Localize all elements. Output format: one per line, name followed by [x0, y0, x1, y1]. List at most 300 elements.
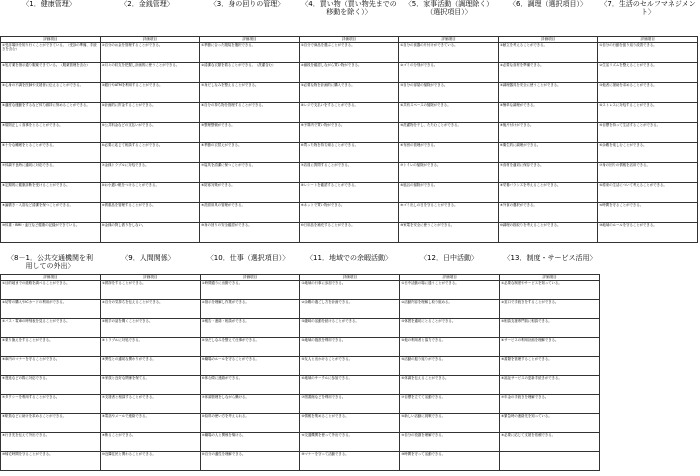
evaluation-item-text: ⑤公共料金などの支払いができる。: [101, 123, 156, 127]
evaluation-item-text: ⑧給料の使い方を考えられる。: [201, 414, 249, 418]
evaluation-item-text: ⑧駅員などに助けを求めることができる。: [2, 414, 67, 418]
table-row: [1, 300, 600, 319]
evaluation-item: [1, 63, 101, 83]
evaluation-item: [300, 357, 400, 376]
evaluation-item-text: ⑩時間を守って活動できる。: [401, 452, 446, 456]
evaluation-item: [200, 300, 300, 319]
evaluation-item-text: ②切符の購入やICカードの利用ができる。: [2, 300, 67, 304]
evaluation-item-text: ③心身の不調を医師や支援者に伝えることができる。: [2, 83, 84, 87]
section-title-shopping: 〈4．買い物（買い物先までの移動を除く）〉: [301, 0, 397, 16]
evaluation-item: [100, 103, 200, 123]
table-row: [1, 83, 698, 103]
evaluation-item: [399, 103, 499, 123]
evaluation-item: [100, 183, 200, 203]
column-header: 評価項目: [498, 37, 598, 43]
evaluation-item-text: ⑨ゴミ出しの日を守ることができる。: [400, 203, 458, 207]
evaluation-item: [200, 357, 300, 376]
evaluation-item: [200, 143, 300, 163]
evaluation-item-text: ⑤書類を管理することができる。: [501, 357, 552, 361]
evaluation-item-text: ⑧レシートを確認することができる。: [300, 183, 358, 187]
evaluation-item: [299, 183, 399, 203]
evaluation-item-text: ⑩マナーを守って活動できる。: [301, 452, 349, 456]
evaluation-item-text: ⑤職場のルールを守ることができる。: [201, 357, 259, 361]
evaluation-item: [100, 281, 200, 300]
evaluation-item: [200, 203, 300, 223]
table-row: [1, 163, 698, 183]
table-row: [1, 395, 600, 414]
column-header: 評価項目: [500, 275, 600, 281]
evaluation-item-text: ⑥地域のサークルに参加できる。: [301, 376, 352, 380]
evaluation-item-text: ②清潔な衣類を着ることができる。（洗濯含む）: [201, 63, 276, 67]
table-row: [1, 103, 698, 123]
section-title-daytime: 〈12．日中活動〉: [420, 254, 478, 262]
evaluation-item-text: ⑥布団の管理ができる。: [400, 143, 438, 147]
column-header: 評価項目: [100, 275, 200, 281]
evaluation-item-text: ①必要な制度やサービスを知っている。: [501, 281, 562, 285]
evaluation-item-text: ⑩自分の適性を理解できる。: [201, 452, 246, 456]
evaluation-item-text: ⑨貴重品を管理することができる。: [101, 203, 156, 207]
section-title-transport: 〈8－1．公共交通機関を利用しての外出〉: [7, 254, 93, 270]
evaluation-item-text: ③必要な物を計画的に購入できる。: [300, 83, 355, 87]
section-title-health: 〈1．健康管理〉: [22, 0, 76, 8]
evaluation-item: [300, 376, 400, 395]
evaluation-item: [1, 203, 101, 223]
evaluation-item-text: ③バス・電車の時刻表を見ることができる。: [2, 319, 70, 323]
evaluation-item-text: ③自分の部屋の掃除ができる。: [400, 83, 448, 87]
evaluation-item-text: ②自分の気持ちを伝えることができる。: [101, 300, 163, 304]
evaluation-item-text: ④自分の持ち物を管理することができる。: [201, 103, 266, 107]
evaluation-item: [300, 452, 400, 471]
evaluation-item: [1, 338, 101, 357]
evaluation-item: [1, 223, 101, 243]
table-row: [1, 433, 600, 452]
evaluation-item-text: ⑥余暇を楽しむことができる。: [599, 143, 647, 147]
evaluation-item: [100, 300, 200, 319]
evaluation-item: [500, 281, 600, 300]
evaluation-item: [100, 223, 200, 243]
evaluation-item-text: ②ゴミの分別ができる。: [400, 63, 438, 67]
column-header: 評価項目: [1, 275, 101, 281]
evaluation-item-text: ①献立を考えることができる。: [499, 43, 547, 47]
evaluation-item-text: ⑨時間を守ることができる。: [599, 203, 644, 207]
evaluation-item: [500, 395, 600, 414]
evaluation-item-text: ⑥体調を伝えることができる。: [401, 376, 449, 380]
evaluation-item: [299, 63, 399, 83]
evaluation-item-text: ⑩調理の段取りを考えることができる。: [499, 223, 561, 227]
evaluation-item: [500, 338, 600, 357]
evaluation-item: [400, 414, 500, 433]
evaluation-item: [200, 338, 300, 357]
evaluation-item: [400, 357, 500, 376]
evaluation-item-text: ③報告・連絡・相談ができる。: [201, 319, 249, 323]
evaluation-item-text: ②生活リズムを整えることができる。: [599, 63, 657, 67]
evaluation-item: [598, 143, 698, 163]
evaluation-item-text: ②処方薬を指示通り服薬できている。（服薬管理を含む）: [2, 63, 90, 67]
evaluation-item: [100, 203, 200, 223]
section-title-housework: 〈5．家事活動（調理除く）（選択項目）〉: [404, 0, 494, 16]
evaluation-item-text: ⑦店員に質問することができる。: [300, 163, 352, 167]
table-row: [1, 63, 698, 83]
evaluation-item-text: ⑤整理整頓ができる。: [201, 123, 235, 127]
evaluation-item-text: ④レジで支払いをすることができる。: [300, 103, 358, 107]
evaluation-item: [399, 123, 499, 143]
evaluation-item: [100, 63, 200, 83]
evaluation-item: [299, 163, 399, 183]
evaluation-item: [498, 103, 598, 123]
evaluation-item: [399, 223, 499, 243]
evaluation-item: [400, 452, 500, 471]
table-row: [1, 183, 698, 203]
evaluation-item: [299, 123, 399, 143]
evaluation-item-text: ⑨必要に応じて支援を依頼できる。: [501, 433, 556, 437]
evaluation-item: [400, 376, 500, 395]
evaluation-item-text: ⑦目標を立てて活動できる。: [401, 395, 446, 399]
evaluation-item-text: ②必要な食材を準備できる。: [499, 63, 544, 67]
section-title-services: 〈13．制度・サービス活用〉: [503, 254, 597, 262]
evaluation-item-text: ⑨洗面用具の管理ができる。: [201, 203, 245, 207]
evaluation-item: [498, 183, 598, 203]
evaluation-item-text: ②月々の収支を把握し計画的に使うことができる。: [101, 63, 180, 67]
evaluation-item: [200, 83, 300, 103]
evaluation-item: [100, 452, 200, 471]
evaluation-item: [400, 281, 500, 300]
evaluation-item: [399, 183, 499, 203]
table-row: [1, 203, 698, 223]
evaluation-item-text: ⑦身の回りの情報を活用できる。: [599, 163, 650, 167]
evaluation-item: [200, 395, 300, 414]
evaluation-item: [1, 414, 101, 433]
evaluation-item: [498, 203, 598, 223]
column-header: 評価項目: [1, 37, 101, 43]
evaluation-item-text: ⑨歯磨き・入浴など清潔を保つことができる。: [2, 203, 73, 207]
evaluation-item: [300, 281, 400, 300]
evaluation-item-text: ⑦体調管理をしながら働ける。: [201, 395, 249, 399]
evaluation-item-text: ⑨外食の選択ができる。: [499, 203, 537, 207]
evaluation-item-text: ④計画的に貯金することができる。: [101, 103, 156, 107]
evaluation-item-text: ⑦支援者と相談することができる。: [101, 395, 156, 399]
evaluation-item: [1, 123, 101, 143]
section-title-relations: 〈9．人間関係〉: [121, 254, 175, 262]
evaluation-item-text: ③趣味の活動を続けることができる。: [301, 319, 359, 323]
evaluation-item: [1, 319, 101, 338]
column-header: 評価項目: [598, 37, 698, 43]
column-header: 評価項目: [300, 275, 400, 281]
evaluation-item-text: ⑧将来の生活について考えることができる。: [599, 183, 667, 187]
evaluation-item-text: ①時間通りに出勤できる。: [201, 281, 242, 285]
evaluation-item-text: ⑩日用品を補充することができる。: [300, 223, 355, 227]
evaluation-item: [498, 63, 598, 83]
evaluation-item: [598, 183, 698, 203]
evaluation-item: [1, 183, 101, 203]
evaluation-item: [399, 143, 499, 163]
evaluation-item: [200, 376, 300, 395]
evaluation-item: [300, 300, 400, 319]
evaluation-item: [598, 63, 698, 83]
evaluation-item-text: ③銀行やATMを利用することができる。: [101, 83, 163, 87]
evaluation-item: [299, 203, 399, 223]
evaluation-item: [1, 452, 101, 471]
evaluation-item-text: ⑨断ることができる。: [101, 433, 136, 437]
evaluation-item: [598, 223, 698, 243]
evaluation-item: [100, 414, 200, 433]
evaluation-item-text: ⑧防寒対策ができる。: [201, 183, 235, 187]
evaluation-item-text: ⑥買った物を持ち帰ることができる。: [300, 143, 358, 147]
evaluation-item: [200, 281, 300, 300]
evaluation-item-text: ⑩近隣住民と関わることができる。: [101, 452, 156, 456]
section-title-money: 〈2．金銭管理〉: [120, 0, 174, 8]
evaluation-item-text: ①自分のお金を管理することができる。: [101, 43, 163, 47]
column-header: 評価項目: [400, 275, 500, 281]
evaluation-item: [1, 433, 101, 452]
evaluation-item: [598, 203, 698, 223]
evaluation-item: [100, 433, 200, 452]
evaluation-item: [500, 433, 600, 452]
evaluation-item-text: ⑤規則正しく食事をとることができる。: [2, 123, 63, 127]
evaluation-item: [500, 300, 600, 319]
evaluation-item-text: ③休憩を適切にとることができる。: [401, 319, 456, 323]
evaluation-item-text: ⑩帰宅時間を守ることができる。: [2, 452, 53, 456]
evaluation-item-text: ①地域の行事に参加できる。: [301, 281, 346, 285]
evaluation-item-text: ⑧栄養バランスを考えることができる。: [499, 183, 561, 187]
evaluation-item-text: ③調理器具を安全に使うことができる。: [499, 83, 561, 87]
evaluation-item-text: ⑨職場の人と関係を築ける。: [201, 433, 246, 437]
evaluation-item-text: ⑧緊急時の連絡先を知っている。: [501, 414, 552, 418]
evaluation-item-text: ⑥季節の衣替えができる。: [201, 143, 242, 147]
evaluation-item-text: ⑤洗濯物を干し、たたむことができる。: [400, 123, 461, 127]
table-row: [1, 338, 600, 357]
evaluation-item-text: ⑤異性との適切な関わりができる。: [101, 357, 156, 361]
evaluation-item: [100, 83, 200, 103]
table-row: [1, 123, 698, 143]
evaluation-item-text: ②余暇の過ごし方を計画できる。: [301, 300, 352, 304]
evaluation-item: [1, 143, 101, 163]
evaluation-item: [598, 103, 698, 123]
evaluation-item: [500, 376, 600, 395]
evaluation-item: [200, 63, 300, 83]
table-row: [1, 43, 698, 63]
evaluation-item: [500, 319, 600, 338]
evaluation-item-text: ④他の利用者と協力できる。: [401, 338, 446, 342]
evaluation-item: [200, 452, 300, 471]
evaluation-item: [200, 319, 300, 338]
evaluation-item-text: ⑧新しい活動に挑戦できる。: [401, 414, 446, 418]
evaluation-item-text: ⑦図書館などを利用できる。: [301, 395, 346, 399]
evaluation-item-text: ⑩金銭の貸し借りをしない。: [101, 223, 146, 227]
table-row: [1, 281, 600, 300]
evaluation-item: [299, 223, 399, 243]
evaluation-item-text: ⑦年金の手続きを理解できる。: [501, 395, 549, 399]
table-row: [1, 414, 600, 433]
evaluation-item: [200, 123, 300, 143]
evaluation-item-text: ⑧風呂の掃除ができる。: [400, 183, 438, 187]
evaluation-item: [100, 163, 200, 183]
evaluation-item: [400, 338, 500, 357]
evaluation-item: [598, 43, 698, 63]
evaluation-item: [498, 223, 598, 243]
evaluation-item-text: ⑤友人と出かけることができる。: [301, 357, 352, 361]
evaluation-item-text: ②活動内容を理解し取り組める。: [401, 300, 452, 304]
evaluation-item: [299, 83, 399, 103]
evaluation-item: [299, 103, 399, 123]
evaluation-item: [399, 43, 499, 63]
evaluation-item-text: ③相手の話を聞くことができる。: [101, 319, 153, 323]
evaluation-item: [1, 300, 101, 319]
evaluation-item-text: ⑤車内のマナーを守ることができる。: [2, 357, 60, 361]
evaluation-item: [200, 414, 300, 433]
evaluation-item: [100, 319, 200, 338]
evaluation-item-text: ⑥十分な睡眠をとることができる。: [2, 143, 56, 147]
evaluation-item-text: ⑥必要に応じて相談することができる。: [101, 143, 163, 147]
table-row: [1, 143, 698, 163]
evaluation-item-text: ④乗り換えをすることができる。: [2, 338, 53, 342]
table-row: [1, 357, 600, 376]
evaluation-item-text: ⑩家電を安全に使うことができる。: [400, 223, 455, 227]
evaluation-item: [1, 395, 101, 414]
evaluation-item: [498, 163, 598, 183]
evaluation-item-text: ②値段を確認しながら買い物ができる。: [300, 63, 362, 67]
evaluation-item: [500, 357, 600, 376]
table-row: [1, 452, 600, 471]
evaluation-item-text: ④地域の施設を利用できる。: [301, 338, 346, 342]
evaluation-item-text: ⑦食材を適切に保存できる。: [499, 163, 544, 167]
evaluation-item: [200, 103, 300, 123]
evaluation-item-text: ④身だしなみを整えて仕事ができる。: [201, 338, 259, 342]
evaluation-item: [400, 319, 500, 338]
evaluation-item: [498, 43, 598, 63]
evaluation-item-text: ①自分で商品を選ぶことができる。: [300, 43, 355, 47]
evaluation-item: [300, 395, 400, 414]
evaluation-item: [399, 83, 499, 103]
evaluation-item: [400, 300, 500, 319]
evaluation-item: [300, 414, 400, 433]
evaluation-item: [598, 163, 698, 183]
bottom-evaluation-table: [0, 274, 600, 471]
evaluation-item-text: ⑨行き先を伝えて外出できる。: [2, 433, 50, 437]
evaluation-item-text: ⑦体調不良時に適切に対応できる。: [2, 163, 56, 167]
evaluation-item: [498, 123, 598, 143]
evaluation-item-text: ⑦タクシーを利用することができる。: [2, 395, 60, 399]
section-title-cooking: 〈6．調理（選択項目）〉: [509, 0, 587, 8]
section-title-belongings: 〈3．身の回りの管理〉: [209, 0, 285, 8]
evaluation-item: [100, 123, 200, 143]
evaluation-item: [1, 376, 101, 395]
evaluation-item: [200, 43, 300, 63]
evaluation-item: [300, 433, 400, 452]
evaluation-item: [300, 319, 400, 338]
evaluation-item-text: ⑩身の回りの安全確認ができる。: [201, 223, 252, 227]
section-title-leisure: 〈11．地域での余暇活動〉: [306, 254, 392, 262]
evaluation-item: [200, 183, 300, 203]
evaluation-item: [400, 433, 500, 452]
evaluation-item: [100, 395, 200, 414]
evaluation-item-text: ⑩地域のルールを守ることができる。: [599, 223, 657, 227]
evaluation-item: [598, 123, 698, 143]
evaluation-item-text: ⑧定期的に健康診断を受けることができる。: [2, 183, 70, 187]
bottom-section: [0, 254, 700, 474]
evaluation-item-text: ①受診場所を知り行くことができている。（受診の準備、手続きを含む）: [2, 43, 97, 51]
evaluation-item: [1, 103, 101, 123]
evaluation-item: [100, 43, 200, 63]
column-header: 評価項目: [100, 37, 200, 43]
evaluation-item-text: ⑦金銭トラブルに対処できる。: [101, 163, 149, 167]
evaluation-item-text: ⑥家族と良好な関係を保てる。: [101, 376, 149, 380]
evaluation-item: [1, 357, 101, 376]
evaluation-item-text: ④適度な運動をするなど体力維持に努めることができる。: [2, 103, 90, 107]
evaluation-item-text: ⑩体重・BMI・血圧など健康の記録ができている。: [2, 223, 80, 227]
evaluation-item-text: ⑥福祉サービスの更新手続きができる。: [501, 376, 562, 380]
evaluation-item-text: ⑤活動の振り返りができる。: [401, 357, 446, 361]
evaluation-item-text: ⑥休む際に連絡ができる。: [201, 376, 242, 380]
evaluation-item-text: ⑤予算内で買い物ができる。: [300, 123, 345, 127]
evaluation-item: [1, 83, 101, 103]
evaluation-item: [299, 143, 399, 163]
evaluation-item-text: ⑨交通機関を使って外出できる。: [301, 433, 352, 437]
evaluation-item: [1, 281, 101, 300]
evaluation-item-text: ⑤後片付けができる。: [499, 123, 534, 127]
evaluation-item-text: ⑥遅延などの際に対応できる。: [2, 376, 50, 380]
evaluation-item: [100, 143, 200, 163]
evaluation-item-text: ④簡単な調理ができる。: [499, 103, 537, 107]
evaluation-item-text: ⑥衛生的に調理ができる。: [499, 143, 541, 147]
evaluation-item-text: ③他者に援助を求めることができる。: [599, 83, 657, 87]
evaluation-item-text: ⑦寝具を清潔に保つことができる。: [201, 163, 256, 167]
top-evaluation-table: [0, 36, 698, 243]
evaluation-item: [300, 338, 400, 357]
evaluation-item-text: ③身だしなみを整えることができる。: [201, 83, 259, 87]
table-row: [1, 376, 600, 395]
evaluation-item: [399, 163, 499, 183]
evaluation-item-text: ⑧電話やメールで連絡できる。: [101, 414, 149, 418]
evaluation-item-text: ①自分の食器の片付けができている。: [400, 43, 458, 47]
column-header: 評価項目: [299, 37, 399, 43]
evaluation-item-text: ④サービスの利用計画を理解できる。: [501, 338, 559, 342]
evaluation-item: [598, 83, 698, 103]
evaluation-item: [200, 433, 300, 452]
evaluation-item-text: ①自分の行動を振り返り改善できる。: [599, 43, 657, 47]
evaluation-item: [100, 338, 200, 357]
evaluation-item-text: ①目的地までの経路を調べることができる。: [2, 281, 70, 285]
evaluation-item: [1, 43, 101, 63]
evaluation-item-text: ④共有スペースの掃除ができる。: [400, 103, 451, 107]
evaluation-item-text: ②窓口で手続きをすることができる。: [501, 300, 559, 304]
evaluation-item-text: ①挨拶をすることができる。: [101, 281, 146, 285]
evaluation-item-text: ⑧お小遣い帳をつけることができる。: [101, 183, 159, 187]
evaluation-item: [500, 452, 600, 471]
evaluation-item: [399, 203, 499, 223]
column-header: 評価項目: [200, 275, 300, 281]
evaluation-item: [299, 43, 399, 63]
evaluation-item: [100, 357, 200, 376]
evaluation-item-text: ①日中活動の場に通うことができる。: [401, 281, 459, 285]
evaluation-item: [1, 163, 101, 183]
section-title-work: 〈10．仕事（選択項目）〉: [206, 254, 290, 262]
table-row: [1, 223, 698, 243]
section-title-selfmanagement: 〈7．生活のセルフマネジメント〉: [600, 0, 696, 16]
evaluation-item-text: ③相談支援専門員に相談できる。: [501, 319, 552, 323]
evaluation-item-text: ⑦トイレの掃除ができる。: [400, 163, 441, 167]
evaluation-item: [200, 163, 300, 183]
evaluation-item: [399, 63, 499, 83]
evaluation-item-text: ①季節に合った服装を選択できる。: [201, 43, 256, 47]
table-row: [1, 319, 600, 338]
evaluation-item-text: ④トラブルに対処できる。: [101, 338, 143, 342]
evaluation-item-text: ⑧情報を集めることができる。: [301, 414, 349, 418]
evaluation-item: [498, 83, 598, 103]
evaluation-item-text: ⑨自分の役割を理解できる。: [401, 433, 446, 437]
evaluation-item-text: ④ストレスに対処することができる。: [599, 103, 657, 107]
evaluation-item-text: ⑨ネットで買い物ができる。: [300, 203, 345, 207]
evaluation-item-text: ⑤目標を持って生活することができる。: [599, 123, 661, 127]
